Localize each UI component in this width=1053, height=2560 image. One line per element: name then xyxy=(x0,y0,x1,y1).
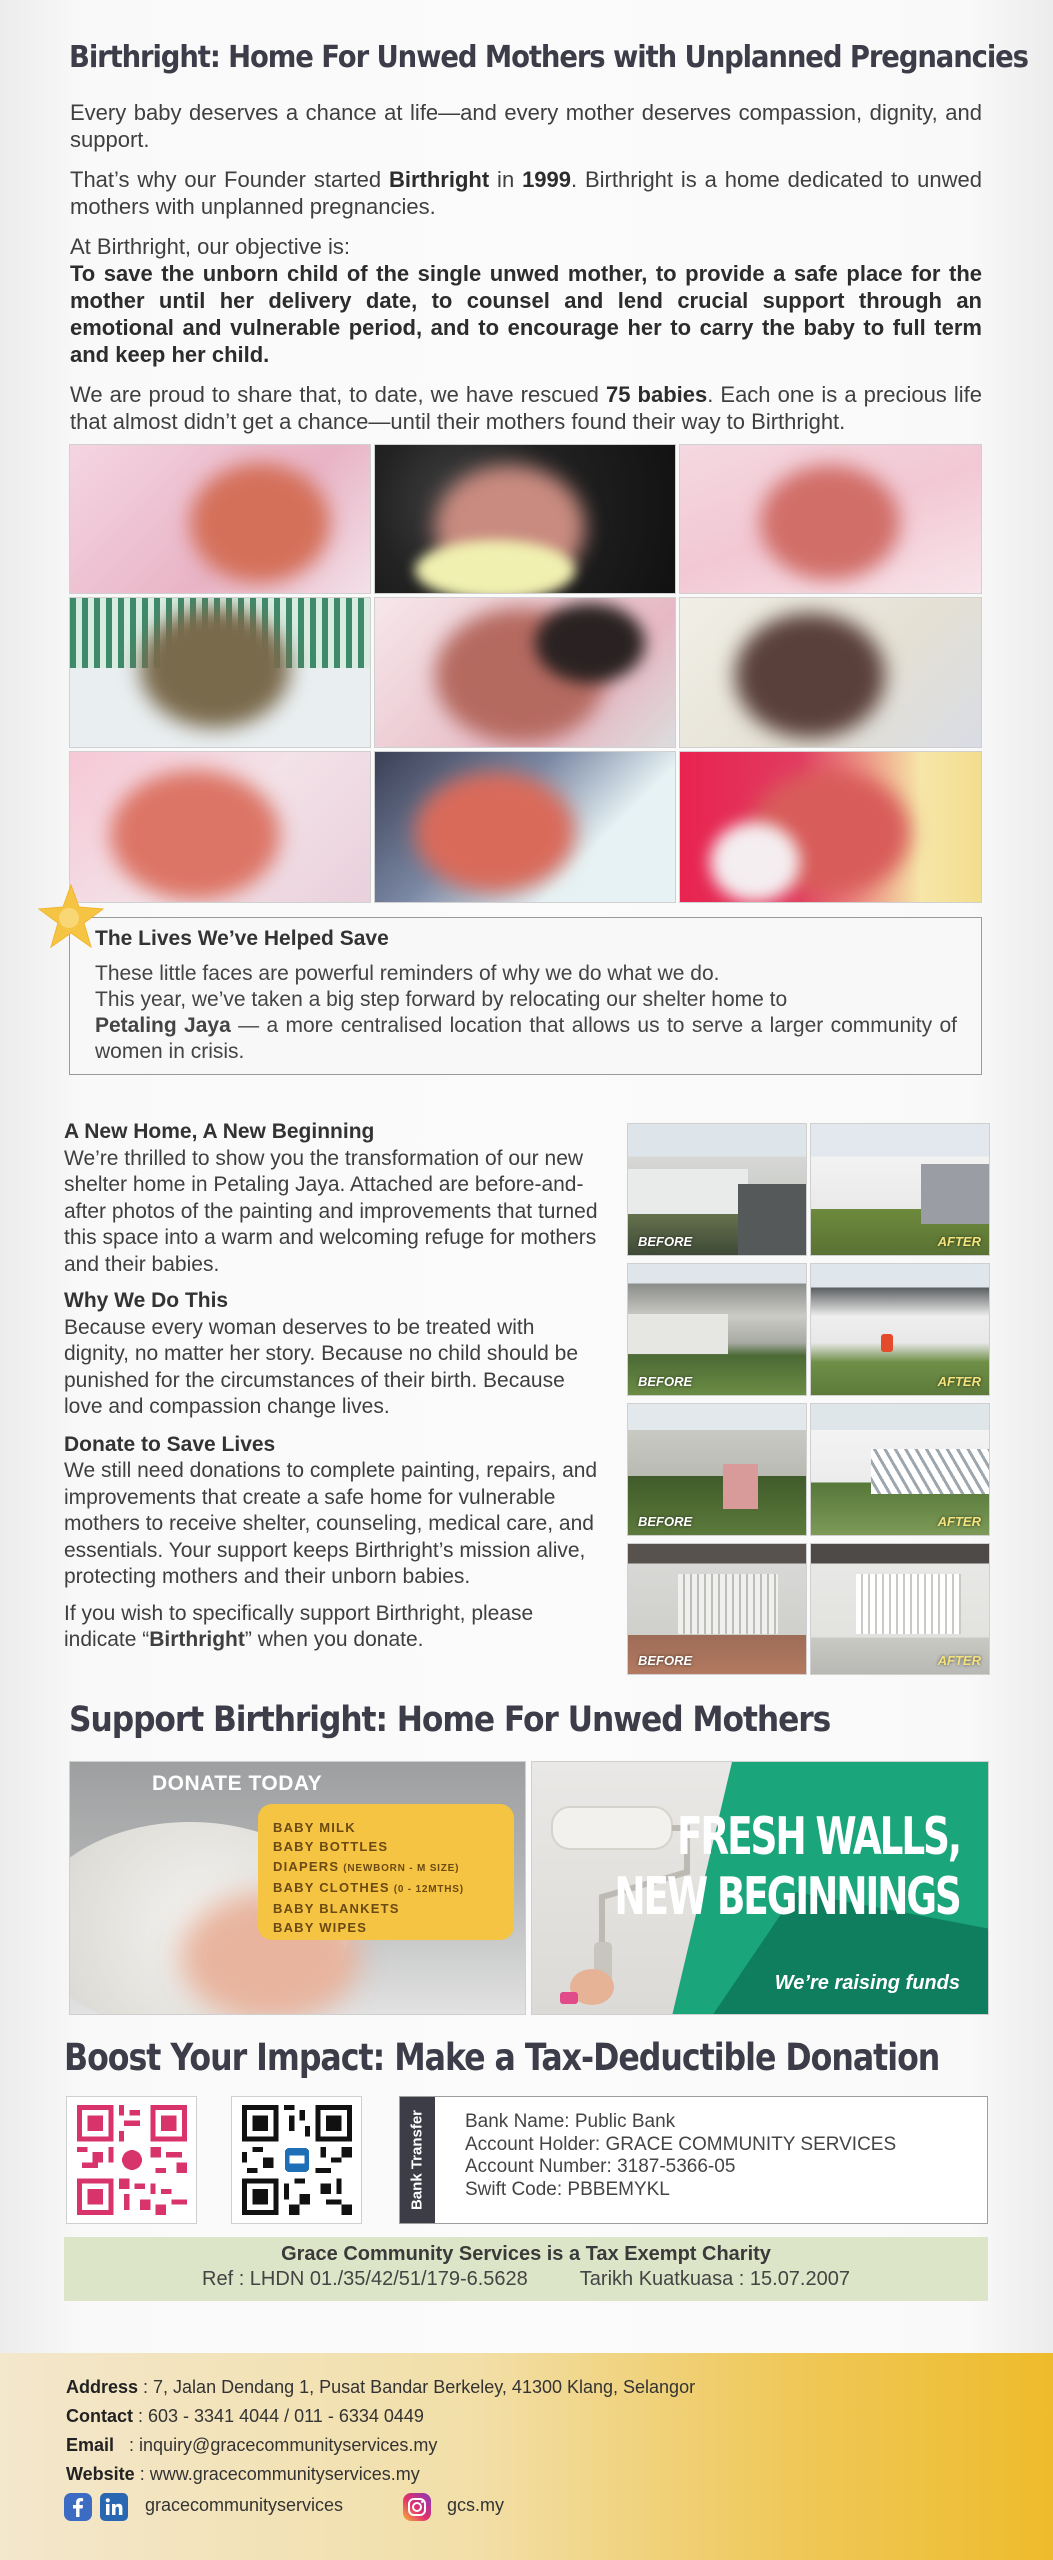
swift-code: Swift Code: PBBEMYKL xyxy=(465,2178,670,2200)
after-label: AFTER xyxy=(937,1374,981,1389)
after-photo xyxy=(810,1543,990,1675)
footer-email xyxy=(66,2431,695,2460)
babies-count: 75 babies xyxy=(605,382,708,407)
before-label: BEFORE xyxy=(638,1234,693,1249)
donate-today-heading: DONATE TODAY xyxy=(152,1772,323,1795)
duitnow-qr-code[interactable] xyxy=(66,2096,197,2224)
needs-item-note: (0 - 12MTHS) xyxy=(393,1883,464,1895)
before-label: BEFORE xyxy=(638,1374,693,1389)
objective-label: At Birthright, our objective is: xyxy=(70,234,351,259)
intro-paragraph-4 xyxy=(70,381,982,435)
lhdn-ref: Ref : LHDN 01./35/42/51/179-6.5628 xyxy=(202,2268,528,2290)
tax-title: Boost Your Impact: Make a Tax-Deductible Donation xyxy=(64,2036,940,2079)
specific-text: If you wish to specifically support Birthright, please indicate “ xyxy=(64,1601,534,1651)
email-link[interactable]: : inquiry@gracecommunityservices.my xyxy=(114,2435,438,2455)
after-label: AFTER xyxy=(937,1514,981,1529)
qr-icon xyxy=(77,2105,187,2215)
needs-card xyxy=(258,1804,514,1940)
address-value: : 7, Jalan Dendang 1, Pusat Bandar Berkeley, 41300 Klang, Selangor xyxy=(138,2377,696,2397)
fresh-walls-line-2: NEW BEGINNINGS xyxy=(614,1867,960,1927)
fresh-walls-line-1: FRESH WALLS, xyxy=(677,1807,960,1867)
needs-item-note: (NEWBORN - M SIZE) xyxy=(343,1862,460,1874)
lives-line-1: These little faces are powerful reminders of why we do what we do. xyxy=(95,962,720,985)
qr-icon xyxy=(242,2105,352,2215)
bank-transfer-label: Bank Transfer xyxy=(408,2109,426,2211)
intro-paragraph-1: Every baby deserves a chance at life—and every mother deserves compassion, dignity, and support. xyxy=(70,100,982,152)
intro-section xyxy=(70,99,982,435)
intro-p2-birthright: Birthright xyxy=(388,167,490,192)
contact-label: Contact xyxy=(66,2406,133,2426)
website-label: Website xyxy=(66,2464,135,2484)
address-label: Address xyxy=(66,2377,139,2397)
lives-line-3-rest: — a more centralised location that allows us to serve a larger community of women in crisis. xyxy=(95,1014,958,1063)
baby-photo xyxy=(374,751,676,903)
social-row xyxy=(64,2492,664,2522)
donate-body: We still need donations to complete painting, repairs, and improvements that create a safe home for vulnerable mothers to receive shelter, counseling, medical care, and essentials. Your support keeps Birthright’s mission alive, protecting mothers and their unborn babies. xyxy=(64,1459,598,1588)
baby-photo xyxy=(679,597,982,748)
contact-value[interactable]: : 603 - 3341 4044 / 011 - 6334 0449 xyxy=(133,2406,424,2426)
baby-photo xyxy=(679,444,982,594)
before-photo xyxy=(627,1263,807,1396)
before-after-grid xyxy=(627,1123,990,1675)
needs-item-name: DIAPERS xyxy=(273,1858,340,1874)
after-label: AFTER xyxy=(937,1653,981,1668)
tax-exempt-strip xyxy=(64,2237,988,2301)
intro-paragraph-3 xyxy=(70,233,982,368)
before-label: BEFORE xyxy=(638,1653,693,1668)
linkedin-icon[interactable] xyxy=(100,2493,128,2521)
needs-item-name: BABY MILK xyxy=(273,1820,356,1835)
account-number: Account Number: 3187-5366-05 xyxy=(465,2156,736,2177)
why-heading: Why We Do This xyxy=(64,1289,229,1312)
lives-line-3 xyxy=(95,1013,957,1065)
baby-photo xyxy=(69,597,371,748)
donate-today-banner[interactable] xyxy=(69,1761,526,2015)
needs-item xyxy=(273,1878,514,1899)
before-label: BEFORE xyxy=(638,1514,693,1529)
needs-list xyxy=(273,1818,514,1938)
raising-funds: We’re raising funds xyxy=(774,1972,960,1994)
intro-p2-rest: . Birthright is a home dedicated to unwed mothers with unplanned pregnancies. xyxy=(70,167,982,219)
new-home-text xyxy=(64,1119,604,1654)
bank-transfer-box xyxy=(399,2096,988,2224)
email-label: Email xyxy=(66,2435,115,2455)
intro-p2-year: 1999 xyxy=(522,167,572,192)
after-photo xyxy=(810,1123,990,1256)
before-photo xyxy=(627,1543,807,1675)
needs-item xyxy=(273,1918,514,1937)
specific-birthright: Birthright xyxy=(149,1628,245,1651)
bank-name: Bank Name: Public Bank xyxy=(465,2111,676,2132)
footer-address xyxy=(66,2373,695,2402)
objective-statement: To save the unborn child of the single unwed mother, to provide a safe place for the mother until her delivery date, to counsel and lend crucial support through an emotional and vulnerable period, and to encourage her to carry the baby to full term and keep her child. xyxy=(70,261,982,367)
petaling-jaya: Petaling Jaya xyxy=(95,1014,231,1037)
bank-qr-code[interactable] xyxy=(231,2096,362,2224)
tarikh-kuatkuasa: Tarikh Kuatkuasa : 15.07.2007 xyxy=(579,2268,850,2290)
needs-item-name: BABY WIPES xyxy=(273,1920,368,1936)
intro-p2-text: That’s why our Founder started xyxy=(70,167,389,192)
tax-exempt-title: Grace Community Services is a Tax Exempt Charity xyxy=(281,2243,771,2265)
footer-contact xyxy=(66,2402,695,2431)
intro-p4-rest: . Each one is a precious life that almost didn’t get a chance—until their mothers found their way to Birthright. xyxy=(70,382,982,434)
page-title: Birthright: Home For Unwed Mothers with Unplanned Pregnancies xyxy=(69,40,1028,75)
after-label: AFTER xyxy=(937,1234,981,1249)
footer-website xyxy=(66,2460,695,2489)
specific-rest: ” when you donate. xyxy=(244,1628,424,1651)
instagram-handle[interactable]: gcs.my xyxy=(447,2495,505,2515)
intro-p2-in: in xyxy=(489,167,523,192)
needs-item xyxy=(273,1818,514,1837)
needs-item-name: BABY BOTTLES xyxy=(273,1839,389,1855)
needs-item xyxy=(273,1857,514,1878)
baby-photo xyxy=(374,597,676,748)
baby-photo xyxy=(374,444,676,594)
why-body: Because every woman deserves to be treated with dignity, no matter her story. Because no child should be punished for the circumstances of their birth. Because love and compassion change lives. xyxy=(64,1315,579,1418)
needs-item xyxy=(273,1837,514,1856)
before-photo xyxy=(627,1403,807,1536)
intro-p4-text: We are proud to share that, to date, we have rescued xyxy=(70,382,606,407)
baby-photo xyxy=(69,444,371,594)
lives-line-2: This year, we’ve taken a big step forward by relocating our shelter home to xyxy=(95,988,788,1011)
needs-item xyxy=(273,1899,514,1918)
lives-content xyxy=(95,927,957,1065)
before-photo xyxy=(627,1123,807,1256)
fresh-walls-banner[interactable] xyxy=(531,1761,989,2015)
instagram-icon[interactable] xyxy=(402,2492,432,2522)
needs-item-name: BABY CLOTHES xyxy=(273,1879,390,1895)
bank-details xyxy=(465,2111,896,2201)
baby-photo xyxy=(69,751,371,903)
account-holder: Account Holder: GRACE COMMUNITY SERVICES xyxy=(465,2133,897,2155)
lives-heading: The Lives We’ve Helped Save xyxy=(95,927,389,950)
social-handle[interactable]: gracecommunityservices xyxy=(145,2495,344,2515)
after-photo xyxy=(810,1403,990,1536)
new-home-body: We’re thrilled to show you the transformation of our new shelter home in Petaling Jaya. Attached are before-and-after photos of the painting and improvements that turned this space into a warm and welcoming refuge for mothers and their babies. xyxy=(64,1146,598,1276)
website-link[interactable]: : www.gracecommunityservices.my xyxy=(134,2464,420,2484)
footer-contacts xyxy=(66,2373,695,2489)
specific-support xyxy=(64,1601,604,1654)
baby-photo xyxy=(679,751,982,903)
baby-photo-grid xyxy=(69,444,982,904)
intro-paragraph-2 xyxy=(70,166,982,220)
facebook-icon[interactable] xyxy=(64,2493,92,2521)
tax-ref-line xyxy=(64,2268,988,2291)
donate-heading: Donate to Save Lives xyxy=(64,1432,276,1456)
needs-item-name: BABY BLANKETS xyxy=(273,1901,400,1917)
bank-transfer-tab xyxy=(400,2097,435,2223)
new-home-heading: A New Home, A New Beginning xyxy=(64,1120,375,1143)
after-photo xyxy=(810,1263,990,1396)
support-title: Support Birthright: Home For Unwed Mothers xyxy=(69,1700,831,1740)
